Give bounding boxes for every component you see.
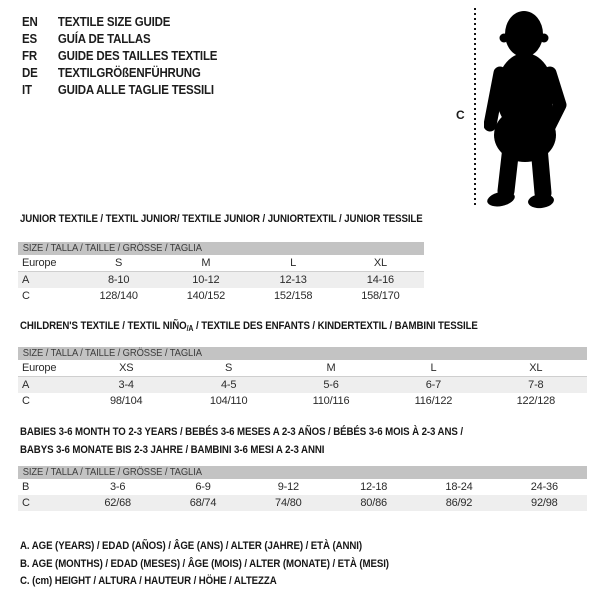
size-cell: M [326, 362, 336, 374]
baby-silhouette [484, 9, 568, 209]
measurement-legend [20, 538, 439, 591]
size-cell: L [290, 257, 297, 269]
size-cell: 92/98 [531, 497, 558, 509]
title-text: CHILDREN'S TEXTILE / TEXTIL NIÑO [20, 320, 187, 332]
children-size-table [18, 347, 587, 409]
table-row-height [18, 495, 587, 511]
size-cell: 104/110 [209, 395, 248, 407]
size-cell: 12-18 [360, 481, 388, 493]
title-subscript: /A [186, 324, 194, 333]
size-cell: 9-12 [277, 481, 299, 493]
table-row-europe [18, 360, 587, 377]
language-code: ES [22, 32, 37, 46]
size-cell: 98/104 [109, 395, 143, 407]
size-cell: 152/158 [273, 290, 313, 302]
table-row-height [18, 393, 587, 409]
size-cell: 24-36 [530, 481, 558, 493]
size-cell: 158/170 [361, 290, 400, 302]
title-text: / TEXTILE DES ENFANTS / KINDERTEXTIL / BAMBINI TESSILE [193, 320, 478, 332]
row-label: C [22, 290, 30, 302]
row-label: B [22, 481, 30, 493]
language-code: FR [22, 49, 37, 63]
language-label: GUIDA ALLE TAGLIE TESSILI [57, 83, 214, 97]
size-cell: 10-12 [192, 274, 220, 286]
table-row-age [18, 272, 424, 288]
junior-section-title: JUNIOR TEXTILE / TEXTIL JUNIOR/ TEXTILE JUNIOR / JUNIORTEXTIL / JUNIOR TESSILE [20, 213, 423, 225]
language-row-en [22, 14, 217, 31]
size-cell: 110/116 [312, 395, 350, 407]
size-cell: 74/80 [275, 497, 302, 509]
language-label: GUÍA DE TALLAS [57, 32, 151, 46]
table-row-age-months [18, 479, 587, 495]
legend-line-b: B. AGE (MONTHS) / EDAD (MESES) / ÂGE (MOIS) / ALTER (MONATE) / ETÀ (MESI) [20, 557, 389, 570]
legend-line-c: C. (cm) HEIGHT / ALTURA / HAUTEUR / HÖHE / ALTEZZA [20, 575, 277, 587]
babies-section-title-line2: BABYS 3-6 MONATE BIS 2-3 JAHRE / BAMBINI 3-6 MESI A 2-3 ANNI [20, 444, 325, 456]
table-row-age [18, 377, 587, 393]
language-row-fr [22, 48, 217, 65]
language-label: TEXTILE SIZE GUIDE [57, 15, 171, 29]
height-measure-dotted-line [474, 8, 476, 207]
height-measure-label: C [456, 108, 465, 122]
language-code: DE [22, 66, 38, 80]
size-cell: 116/122 [414, 395, 453, 407]
size-cell: 62/68 [104, 497, 131, 509]
language-row-it [22, 82, 217, 99]
row-label: C [22, 395, 30, 407]
language-row-es [22, 31, 217, 48]
size-cell: 6-9 [195, 481, 211, 493]
size-cell: 6-7 [425, 379, 442, 391]
size-cell: 8-10 [108, 274, 130, 286]
size-cell: 3-4 [118, 379, 134, 391]
legend-line-a: A. AGE (YEARS) / EDAD (AÑOS) / ÂGE (ANS) / ALTER (JAHRE) / ETÀ (ANNI) [20, 540, 363, 552]
size-header-label: SIZE / TALLA / TAILLE / GRÖSSE / TAGLIA [22, 243, 202, 254]
junior-size-table [18, 242, 424, 304]
size-cell: 14-16 [366, 274, 394, 286]
size-cell: 18-24 [445, 481, 473, 493]
size-cell: 80/86 [360, 497, 387, 509]
size-cell: 140/152 [186, 290, 226, 302]
children-section-title [20, 320, 478, 333]
size-header-bar [18, 347, 587, 360]
size-cell: XS [119, 362, 134, 374]
size-header-bar [18, 242, 424, 255]
size-cell: 4-5 [220, 379, 237, 391]
row-label: C [22, 497, 30, 509]
size-cell: XL [373, 257, 387, 269]
language-code: IT [22, 83, 32, 97]
size-cell: 7-8 [528, 379, 544, 391]
language-code: EN [22, 15, 38, 29]
language-row-de [22, 65, 217, 82]
size-header-label: SIZE / TALLA / TAILLE / GRÖSSE / TAGLIA [22, 467, 202, 478]
babies-section-title-line1: BABIES 3-6 MONTH TO 2-3 YEARS / BEBÉS 3-6 MESES A 2-3 AÑOS / BÉBÉS 3-6 MOIS À 2-3 ANS / [20, 426, 463, 438]
size-cell: S [225, 362, 233, 374]
table-row-height [18, 288, 424, 304]
size-header-label: SIZE / TALLA / TAILLE / GRÖSSE / TAGLIA [22, 348, 202, 359]
language-list [22, 14, 217, 99]
babies-size-table [18, 466, 587, 511]
language-label: TEXTILGRÖßENFÜHRUNG [57, 66, 201, 80]
size-cell: 86/92 [445, 497, 473, 509]
size-cell: M [201, 257, 211, 269]
row-label: A [22, 379, 30, 391]
size-cell: L [430, 362, 437, 374]
size-cell: 122/128 [516, 395, 556, 407]
row-label: A [22, 274, 30, 286]
size-cell: XL [529, 362, 543, 374]
size-cell: 12-13 [279, 274, 307, 286]
size-cell: 68/74 [189, 497, 217, 509]
language-label: GUIDE DES TAILLES TEXTILE [57, 49, 218, 63]
size-cell: 3-6 [110, 481, 126, 493]
size-cell: S [115, 257, 123, 269]
size-header-bar [18, 466, 587, 479]
size-cell: 128/140 [99, 290, 138, 302]
table-row-europe [18, 255, 424, 272]
row-label: Europe [22, 362, 57, 374]
size-cell: 5-6 [323, 379, 339, 391]
row-label: Europe [22, 257, 57, 269]
